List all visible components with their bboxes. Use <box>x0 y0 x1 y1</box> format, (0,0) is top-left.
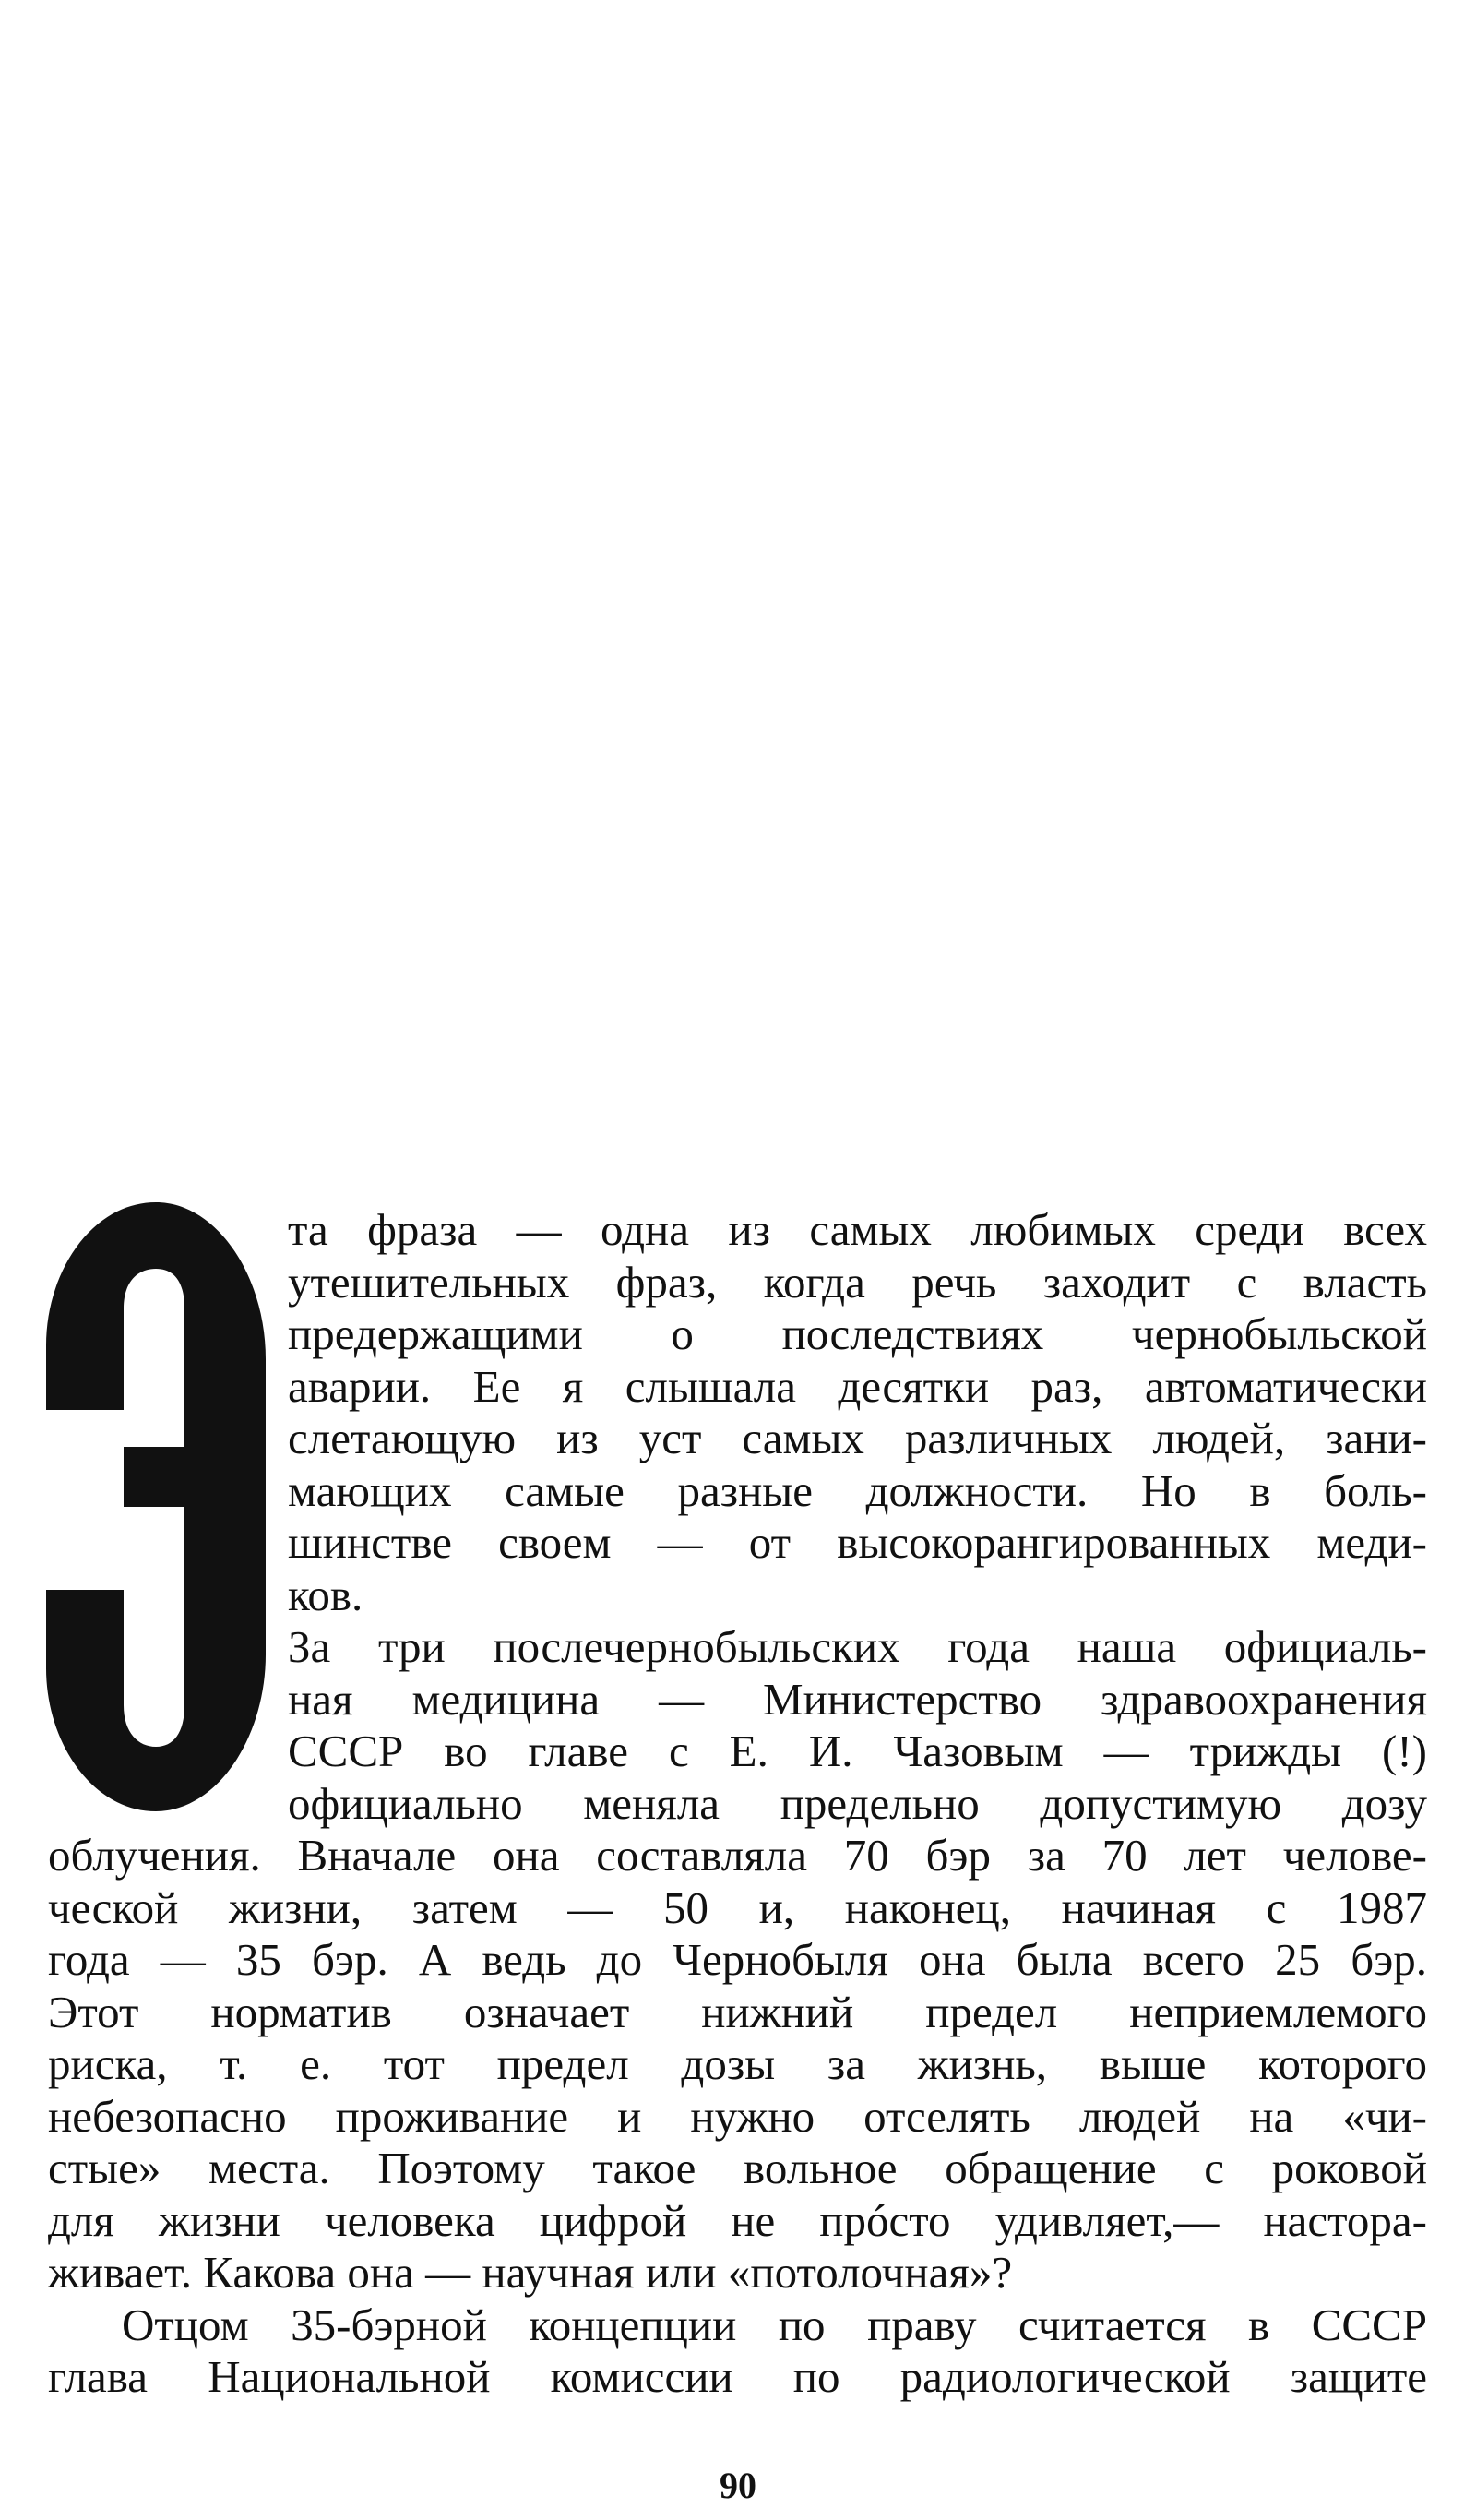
paragraph-2-line-8: Этот норматив означает нижний предел неприемлемого <box>48 1987 1427 2037</box>
paragraph-1-line-4: аварии. Ее я слышала десятки раз, автоматически <box>288 1361 1427 1412</box>
paragraph-3-line-2: глава Национальной комиссии по радиологической защите <box>48 2351 1427 2402</box>
paragraph-2-line-11: стые» места. Поэтому такое вольное обращение с роковой <box>48 2143 1427 2193</box>
paragraph-2-line-4: официально меняла предельно допустимую дозу <box>288 1778 1427 1829</box>
paragraph-2-line-9: риска, т. е. тот предел дозы за жизнь, выше которого <box>48 2038 1427 2089</box>
paragraph-2-line-1: За три послечернобыльских года наша официаль- <box>288 1621 1427 1672</box>
paragraph-1-line-7: шинстве своем — от высокорангированных меди- <box>288 1517 1427 1568</box>
paragraph-1-line-8: ков. <box>288 1570 363 1620</box>
paragraph-1-line-1: та фраза — одна из самых любимых среди всех <box>288 1204 1427 1255</box>
paragraph-1-line-3: предержащими о последствиях чернобыльской <box>288 1308 1427 1359</box>
paragraph-1-line-5: слетающую из уст самых различных людей, зани- <box>288 1413 1427 1463</box>
paragraph-2-line-5: облучения. Вначале она составляла 70 бэр за 70 лет челове- <box>48 1830 1427 1881</box>
paragraph-2-line-6: ческой жизни, затем — 50 и, наконец, начиная с 1987 <box>48 1882 1427 1933</box>
paragraph-1-line-2: утешительных фраз, когда речь заходит с власть <box>288 1257 1427 1308</box>
drop-cap-letter <box>46 1202 266 1811</box>
paragraph-2-line-2: ная медицина — Министерство здравоохранения <box>288 1674 1427 1725</box>
paragraph-1-line-6: мающих самые разные должности. Но в боль- <box>288 1465 1427 1516</box>
page-number: 90 <box>720 2465 756 2506</box>
paragraph-2-line-3: СССР во главе с Е. И. Чазовым — трижды (!) <box>288 1726 1427 1776</box>
paragraph-2-line-10: небезопасно проживание и нужно отселять людей на «чи- <box>48 2091 1427 2142</box>
paragraph-3-line-1: Отцом 35-бэрной концепции по праву считается в СССР <box>122 2299 1427 2350</box>
drop-cap-glyph <box>46 1202 266 1811</box>
paragraph-2-line-12: для жизни человека цифрой не прóсто удивляет,— настора- <box>48 2195 1427 2246</box>
paragraph-2-line-7: года — 35 бэр. А ведь до Чернобыля она была всего 25 бэр. <box>48 1934 1427 1985</box>
paragraph-2-line-13: живает. Какова она — научная или «потолочная»? <box>48 2247 1013 2298</box>
